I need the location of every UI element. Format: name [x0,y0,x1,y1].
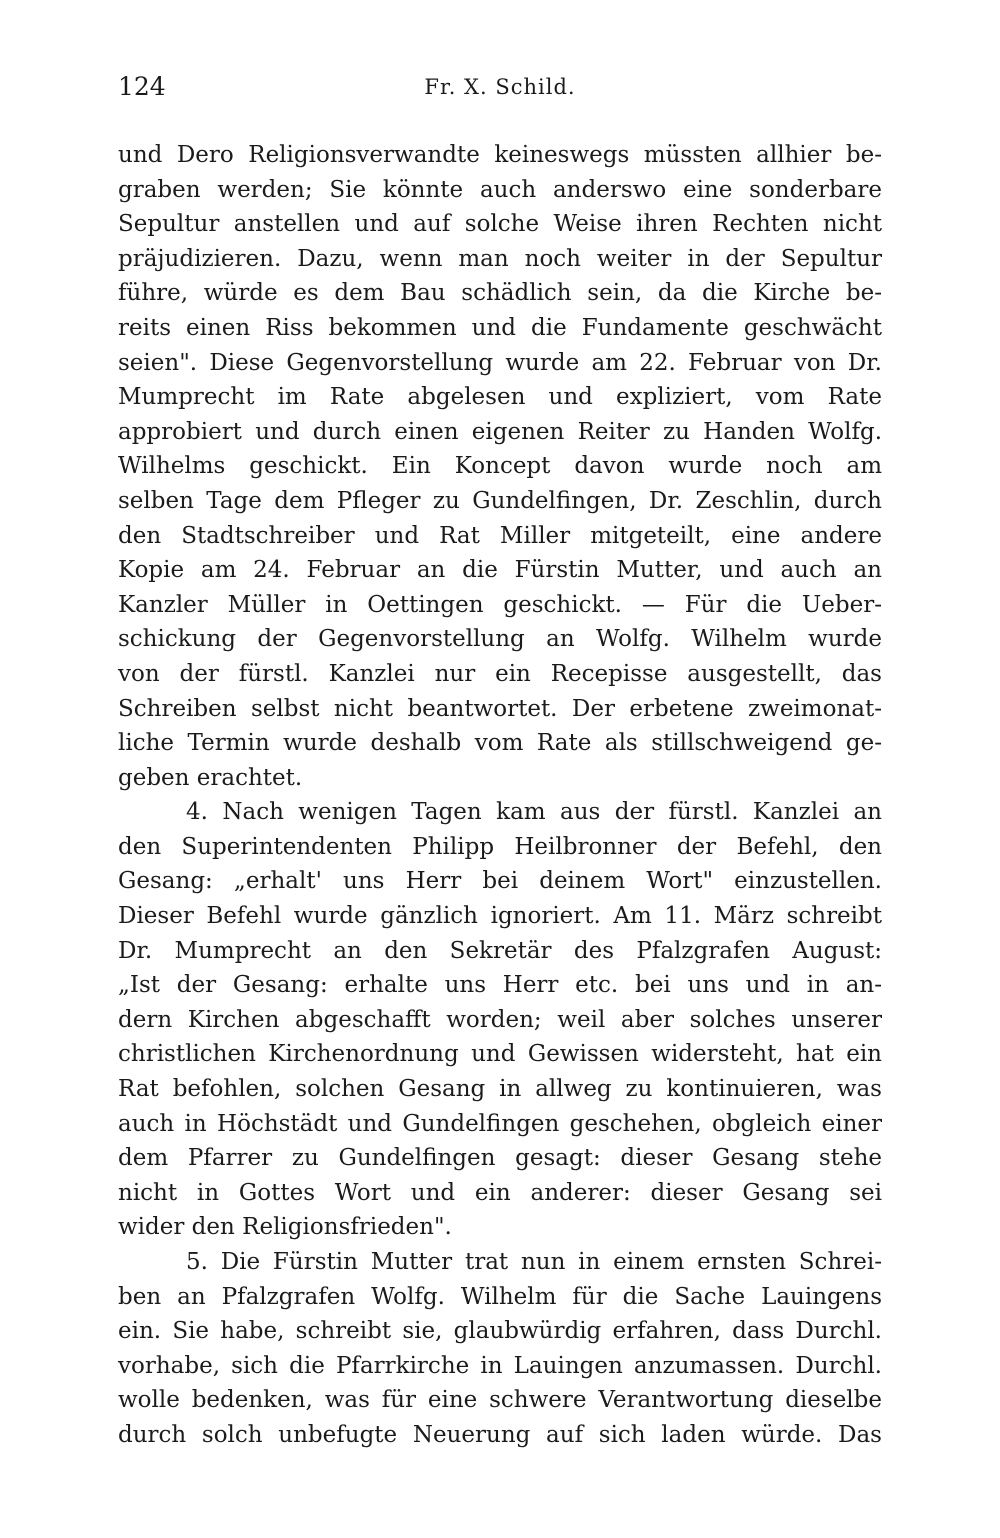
text-line: Wilhelms geschickt. Ein Koncept davon wurde noch am [118,453,882,480]
text-line: graben werden; Sie könnte auch anderswo eine sonderbare [118,176,882,203]
text-line: christlichen Kirchenordnung und Gewissen widersteht, hat ein [118,1041,882,1068]
text-line: selben Tage dem Pfleger zu Gundelfingen, Dr. Zeschlin, durch [118,487,882,514]
text-line: reits einen Riss bekommen und die Fundamente geschwächt [118,314,882,341]
text-line: schickung der Gegenvorstellung an Wolfg. Wilhelm wurde [118,626,882,653]
paragraph-end-line: geben erachtet. [118,764,303,791]
running-head: Fr. X. Schild. [424,75,576,99]
text-line: dern Kirchen abgeschafft worden; weil aber solches unserer [118,1006,882,1033]
text-line: dem Pfarrer zu Gundelfingen gesagt: dieser Gesang stehe [118,1145,882,1172]
body-text [118,138,882,1453]
text-line: ein. Sie habe, schreibt sie, glaubwürdig erfahren, dass Durchl. [118,1318,882,1345]
text-line: Mumprecht im Rate abgelesen und expliziert, vom Rate [118,384,882,411]
text-line: von der fürstl. Kanzlei nur ein Recepisse ausgestellt, das [118,660,882,687]
text-line: führe, würde es dem Bau schädlich sein, da die Kirche be- [118,280,882,307]
text-line: approbiert und durch einen eigenen Reiter zu Handen Wolfg. [118,418,882,445]
text-line: Sepultur anstellen und auf solche Weise ihren Rechten nicht [118,211,882,238]
text-line: Dieser Befehl wurde gänzlich ignoriert. Am 11. März schreibt [118,903,882,930]
text-line: wolle bedenken, was für eine schwere Verantwortung dieselbe [118,1387,882,1414]
text-line: durch solch unbefugte Neuerung auf sich laden würde. Das [118,1421,882,1448]
page-header [118,72,882,108]
text-line: Schreiben selbst nicht beantwortet. Der erbetene zweimonat- [118,695,882,722]
text-line: liche Termin wurde deshalb vom Rate als stillschweigend ge- [118,730,882,757]
text-line: und Dero Religionsverwandte keineswegs müssten allhier be- [118,142,882,168]
text-line: Dr. Mumprecht an den Sekretär des Pfalzgrafen August: [118,937,882,964]
text-line: nicht in Gottes Wort und ein anderer: dieser Gesang sei [118,1179,882,1206]
text-line: Kanzler Müller in Oettingen geschickt. — Für die Ueber- [118,591,882,618]
text-line: Rat befohlen, solchen Gesang in allweg zu kontinuieren, was [118,1076,882,1103]
text-line: vorhabe, sich die Pfarrkirche in Lauingen anzumassen. Durchl. [118,1352,882,1379]
section-4-start-line: 4. Nach wenigen Tagen kam aus der fürstl. Kanzlei an [186,799,882,826]
text-line: den Stadtschreiber und Rat Miller mitgeteilt, eine andere [118,522,882,549]
text-line: auch in Höchstädt und Gundelfingen geschehen, obgleich einer [118,1110,882,1137]
text-line: seien". Diese Gegenvorstellung wurde am 22. Februar von Dr. [118,349,882,376]
text-line: präjudizieren. Dazu, wenn man noch weiter in der Sepultur [118,245,882,272]
section-5-start-line: 5. Die Fürstin Mutter trat nun in einem ernsten Schrei- [186,1249,882,1275]
paragraph-end-line: wider den Religionsfrieden". [118,1214,452,1241]
text-line: ben an Pfalzgrafen Wolfg. Wilhelm für die Sache Lauingens [118,1283,882,1310]
text-line: Gesang: „erhalt' uns Herr bei deinem Wort" einzustellen. [118,868,882,895]
text-line: „Ist der Gesang: erhalte uns Herr etc. bei uns und in an- [118,972,882,999]
page-number: 124 [118,72,166,101]
text-line: Kopie am 24. Februar an die Fürstin Mutter, und auch an [118,557,882,584]
text-line: den Superintendenten Philipp Heilbronner der Befehl, den [118,833,882,860]
